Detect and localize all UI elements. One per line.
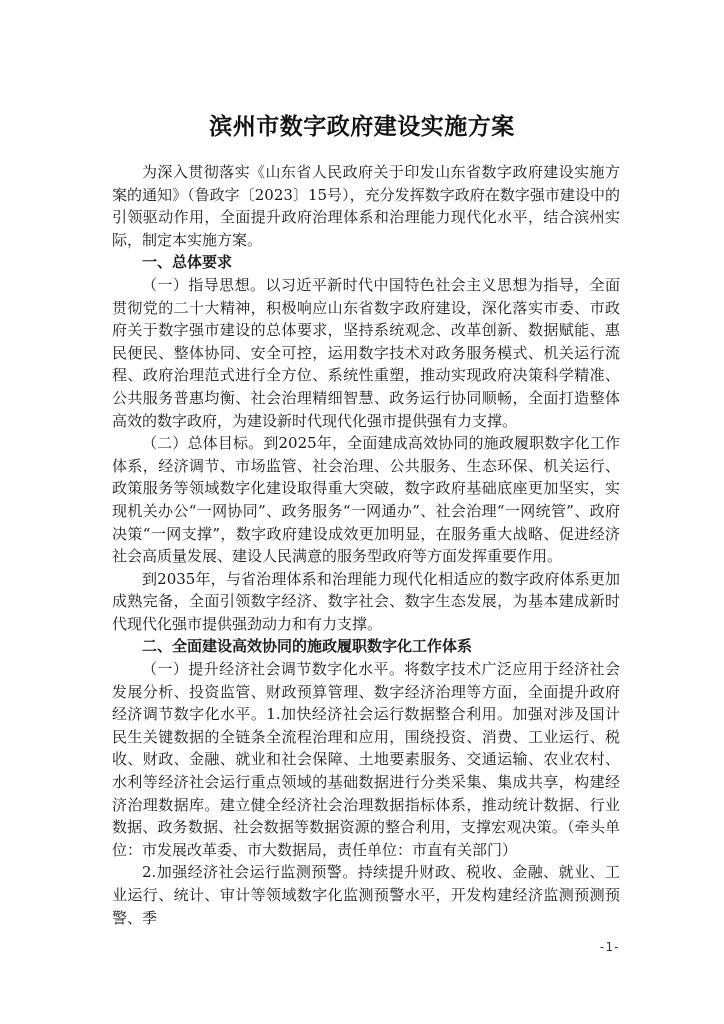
economic-regulation-paragraph: （一）提升经济社会调节数字化水平。将数字技术广泛应用于经济社会发展分析、投资监管、财政预算管理、数字经济治理等方面，全面提升政府经济调节数字化水平。1.加快经济社会运行数据整合利用。加强对涉及国计民生关键数据的全链条全流程治理和应用，围绕投资、消费、工业运行、税收、财政、金融、就业和社会保障、土地要素服务、交通运输、农业农村、水利等经济社会运行重点领域的基础数据进行分类采集、集成共享，构建经济治理数据库。建立健全经济社会治理数据指标体系，推动统计数据、行业数据、政务数据、社会数据等数据资源的整合利用，支撑宏观决策。（牵头单位：市发展改革委、市大数据局，责任单位：市直有关部门） [112, 660, 620, 859]
document-title: 滨州市数字政府建设实施方案 [209, 114, 515, 140]
page-number: -1- [598, 940, 620, 954]
monitoring-warning-paragraph: 2.加强经济社会运行监测预警。持续提升财政、税收、金融、就业、工业运行、统计、审计等领域数字化监测预警水平，开发构建经济监测预测预警、季 [112, 863, 620, 927]
goal-2035-paragraph: 到2035年，与省治理体系和治理能力现代化相适应的数字政府体系更加成熟完备，全面引领数字经济、数字社会、数字生态发展，为基本建成新时代现代化强市提供强劲动力和有力支撑。 [112, 569, 620, 633]
guiding-ideology-paragraph: （一）指导思想。以习近平新时代中国特色社会主义思想为指导，全面贯彻党的二十大精神，积极响应山东省数字政府建设，深化落实市委、市政府关于数字强市建设的总体要求，坚持系统观念、改革创新、数据赋能、惠民便民、整体协同、安全可控，运用数字技术对政务服务模式、机关运行流程、政府治理范式进行全方位、系统性重塑，推动实现政府决策科学精准、公共服务普惠均衡、社会治理精细智慧、政务运行协同顺畅，全面打造整体高效的数字政府，为建设新时代现代化强市提供强有力支撑。 [112, 275, 620, 430]
overall-goal-paragraph: （二）总体目标。到2025年，全面建成高效协同的施政履职数字化工作体系，经济调节、市场监管、社会治理、公共服务、生态环保、机关运行、政策服务等领域数字化建设取得重大突破，数字政府基础底座更加坚实，实现机关办公“一网协同”、政务服务“一网通办”、社会治理“一网统管”、政府决策“一网支撑”，数字政府建设成效更加明显，在服务重大战略、促进经济社会高质量发展、建设人民满意的服务型政府等方面发挥重要作用。 [112, 434, 620, 566]
section-heading-digital-work-system: 二、全面建设高效协同的施政履职数字化工作体系 [142, 637, 473, 656]
intro-paragraph: 为深入贯彻落实《山东省人民政府关于印发山东省数字政府建设实施方案的通知》（鲁政字〔2023〕15号），充分发挥数字政府在数字强市建设中的引领驱动作用，全面提升政府治理体系和治理能力现代化水平，结合滨州实际，制定本实施方案。 [112, 163, 620, 249]
document-body [112, 161, 620, 929]
section-heading-general-requirements: 一、总体要求 [142, 253, 233, 272]
